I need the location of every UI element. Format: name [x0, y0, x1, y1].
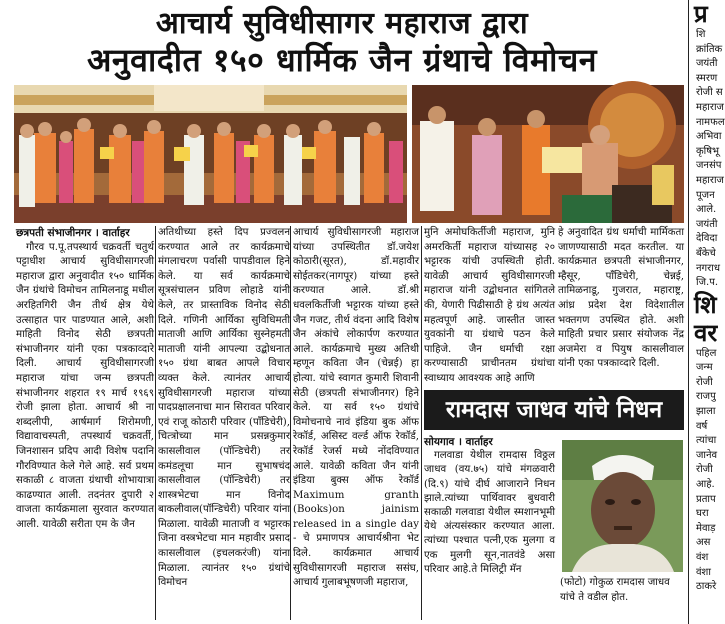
obituary-title-banner: रामदास जाधव यांचे निधन	[424, 390, 684, 430]
article-column-1	[16, 226, 154, 620]
sidebar-line: वर	[694, 318, 718, 347]
sidebar-line: पूजन	[696, 189, 715, 201]
sidebar-line: प्र	[694, 0, 708, 28]
sidebar-line: जि.प.	[696, 277, 719, 289]
article-dateline: छत्रपती संभाजीनगर । वार्ताहर	[16, 227, 130, 239]
sidebar-line: आहे.	[696, 479, 715, 491]
sidebar-line: जानेव	[696, 449, 718, 461]
sidebar-line: ठाकरे	[696, 581, 717, 593]
event-stage-photo	[14, 85, 407, 223]
article-text: हे अनुवादित ग्रंथ धर्माची मार्मिकता जाणण्यासाठी मदत करतील. या कार्यक्रमात छत्रपती संभाजीनगर, म्हैसूर, पॉंडिचेरी, चेन्नई, तामिळनाडू, गुजरात, महाराष्ट्र, आंध्र प्रदेश देश विदेशातील भक्तगण उपस्थित होते. अशी माहिती प्रचार प्रसार संयोजक नेंद्र अजमेरा व पियुष कासलीवाल यांनी एका पत्रकाव्दारे दिली.	[558, 227, 684, 370]
headline-line-1: आचार्य सुविधीसागर महाराज द्वारा	[155, 6, 529, 41]
sidebar-line: वंश	[696, 552, 709, 563]
certificate-presentation-photo	[412, 85, 684, 223]
neighbouring-column-cropped	[692, 0, 725, 624]
article-column-2	[158, 226, 290, 620]
column-divider	[421, 226, 422, 620]
sidebar-line: अभिवा	[696, 131, 722, 143]
sidebar-line: झाला	[696, 406, 716, 418]
sidebar-line: आले.	[696, 204, 717, 216]
article-column-5	[558, 226, 684, 380]
sidebar-line: राजपु	[696, 391, 716, 403]
sidebar-line: स्मरण	[696, 72, 718, 84]
sidebar-line: मेवाड़	[696, 522, 716, 534]
obituary-dateline: सोयगाव । वार्ताहर	[424, 436, 493, 448]
sidebar-line: नगराध	[696, 262, 721, 274]
sidebar-line: बॅंकेचे	[696, 247, 716, 259]
obituary-photo-caption: (फोटो) गोकुळ रामदास जाधव यांचे ते वडील होत.	[560, 577, 670, 603]
article-column-3	[293, 226, 419, 620]
sidebar-line: जयंती	[696, 58, 718, 70]
article-column-4	[424, 226, 555, 384]
sidebar-line: शि	[694, 290, 717, 319]
article-text: मुनि अमोघकिर्तीजी महाराज, मुनि अमरकिर्ती महाराज यांच्यासह २० भट्टारक यांची उपस्थिती होती. यावेळी आचार्य सुविधीसागरजी महाराज यांनी उद्बोधनात सांगितले की, येणारी पिढीसाठी हे ग्रंथ अत्यंत महत्वपूर्ण आहे. जास्तीत जास्त युवकांनी या ग्रंथाचे पठन केले पाहिजे. जैन धर्माची रक्षा करण्यासाठी प्राचीनतम ग्रंथांचा स्वाध्याय आवश्यक आहे आणि	[424, 227, 555, 384]
sidebar-line: रोजी	[696, 376, 713, 388]
column-divider	[155, 226, 156, 620]
sidebar-line: क्रांतिक	[696, 43, 723, 55]
column-divider	[290, 226, 291, 620]
obituary-text: गलवाडा येथील रामदास विठ्ठल जाधव (वय.७५) यांचे मंगळवारी (दि.९) यांचे दीर्घ आजाराने निधन झाले.त्यांच्या पार्थिवावर बुधवारी सकाळी गलवाडा येथील स्मशानभूमी येथे अंत्यसंस्कार करण्यात आला. त्यांच्या पश्चात पत्नी,एक मुलगा व एक मुलगी सून,नातवंडे असा परिवार आहे.ते मिलिट्री मॅन	[424, 450, 555, 575]
sidebar-divider	[688, 0, 689, 624]
article-text: गौरव प.पू.तपस्थार्य चक्रवर्ती चतुर्थ पट्टाधीश आचार्य सुविधीसागरजी महाराज द्वारा अनुवादीत १५० धार्मिक जैन ग्रंथांचे विमोचन तामिलनाडू मधील अरहितगिरी जैन तीर्थ क्षेत्र येथे उत्साहात पार पाडण्यात आले, अशी माहिती विनोद सेठी छत्रपती संभाजीनगर यांनी एका पत्रकाव्दारे दिली. आचार्य सुविधीसागरजी महाराज यांचा जन्म छत्रपती संभाजीनगर शहरात १९ मार्च १९६९ रोजी झाला होता. आचार्य श्री ना शब्दलीपी, आर्षमार्ग शिरोमणी, विद्यावाचस्पती, तपस्थार्य चक्रवर्ती, जिनशासन प्रदिप आदी विशेष पदानि गौरविण्यात केले गेले आहे. सर्व प्रथम सकाळी ८ वाजता ग्रंथाची शोभायात्रा काढण्यात आली. तदनंतर दुपारी २ वाजता कार्यक्रमाला सुरवात करण्यात आली. यावेळी सरीता एम के जैन	[16, 241, 154, 530]
headline-line-2: अनुवादीत १५० धार्मिक जैन ग्रंथाचे विमोचन	[86, 41, 598, 79]
sidebar-line: कृषिभू	[696, 145, 720, 157]
sidebar-line: रोजी	[696, 464, 713, 476]
sidebar-line: प्रताप	[696, 493, 716, 505]
sidebar-line: त्यांचा	[696, 435, 717, 447]
sidebar-line: शि	[696, 29, 706, 40]
obituary-column	[424, 435, 555, 615]
sidebar-line: जनसंप	[696, 160, 722, 172]
obituary-portrait-photo	[562, 440, 683, 572]
sidebar-line: घरा	[696, 508, 709, 520]
sidebar-line: वंशा	[696, 566, 711, 578]
sidebar-line: महाराज	[696, 101, 724, 113]
sidebar-line: महाराज	[696, 174, 724, 186]
sidebar-line: देविदा	[696, 233, 718, 245]
sidebar-line: जन्म	[696, 362, 713, 374]
sidebar-line: रोजी स	[696, 87, 723, 99]
sidebar-line: अस	[696, 537, 711, 549]
sidebar-line: पहिल	[696, 347, 717, 359]
sidebar-line: वर्ष	[696, 420, 708, 432]
article-text: अतिथीच्या हस्ते दिप प्रज्वलन करण्यात आले तर कार्यक्रमाचे मंगलाचरण पर्वासी पापडीवाल हिने केले. या सर्व कार्यक्रमाचे सूत्रसंचालन प्रविण लोहाडे यांनी केले, तर प्रास्ताविक विनोद सेठी दिले. गणिनी आर्यिका सुविधिमती माताजी आणि आर्यिका सुस्नेहमती माताजी यांनी आपल्या उद्बोधनात १५० ग्रंथा बाबत आपले विचार व्यक्त केले. त्यानंतर आचार्य सुविधीसागरजी महाराज यांच्या पादप्रक्षालनाचा मान सिरावत परिवार एवं राजू कोठारी परिवार (पाँडिचेरी), चित्त्रोच्या मान प्रसन्नकुमार कासलीवाल (पॉन्डिचेरी) तर कमंडलूचा मान सुभाषचंद कासलीवाल (पॉन्डिचेरी) तर शास्त्रभेटचा मान विनोद बाकलीवाल(पॉन्डिचेरी) परिवार यांना मिळाला. यावेळी माताजी व भट्टारक जिना वस्त्रभेटचा मान महावीर प्रसाद कासलीवाल (इचलकरंजी) यांना मिळाला. त्यानंतर १५० ग्रंथांचे विमोचन	[158, 227, 290, 589]
sidebar-line: नामफल	[696, 116, 725, 128]
article-text: आचार्य सुविधीसागरजी महाराज यांच्या उपस्थितीत डॉ.जयेश कोठारी(सूरत), डॉ.महावीर सोईतकर(नागपूर) यांच्या हस्ते करण्यात आले. डॉ.श्री धवलकिर्तीजी भट्टारक यांच्या हस्ते जैन गजट, तीर्थ वंदना आदि विशेष जैन अंकांचे लोकार्पण करण्यात आले. कार्यक्रमाचे मुख्य अतिथी म्हणून कविता जैन (चेन्नई) हा होत्या. यांचे स्वागत कुमारी शिवानी सेठी (छत्रपती संभाजीनगर) हिने केले. या सर्व १५० ग्रंथांचे विमोचनाचे नावं इंडिया बुक ऑफ रेकॉर्ड, असिस्ट वर्ल्ड ऑफ रेकॉर्ड, रेकॉर्ड रेजर्स मध्ये नोंदविण्यात आले. यावेळी कविता जैन यांनी इंडिया बुक्स ऑफ रेकॉर्ड Maximum granth (Books)on jainism released in a single day - चे प्रमाणपत्र आचार्यश्रीना भेट दिले. कार्यक्रमात आचार्य सुविधीसागरजी महाराज ससंघ, आचार्य गुलाबभूषणजी महाराज,	[293, 227, 419, 589]
sidebar-line: जयंती	[696, 218, 718, 230]
